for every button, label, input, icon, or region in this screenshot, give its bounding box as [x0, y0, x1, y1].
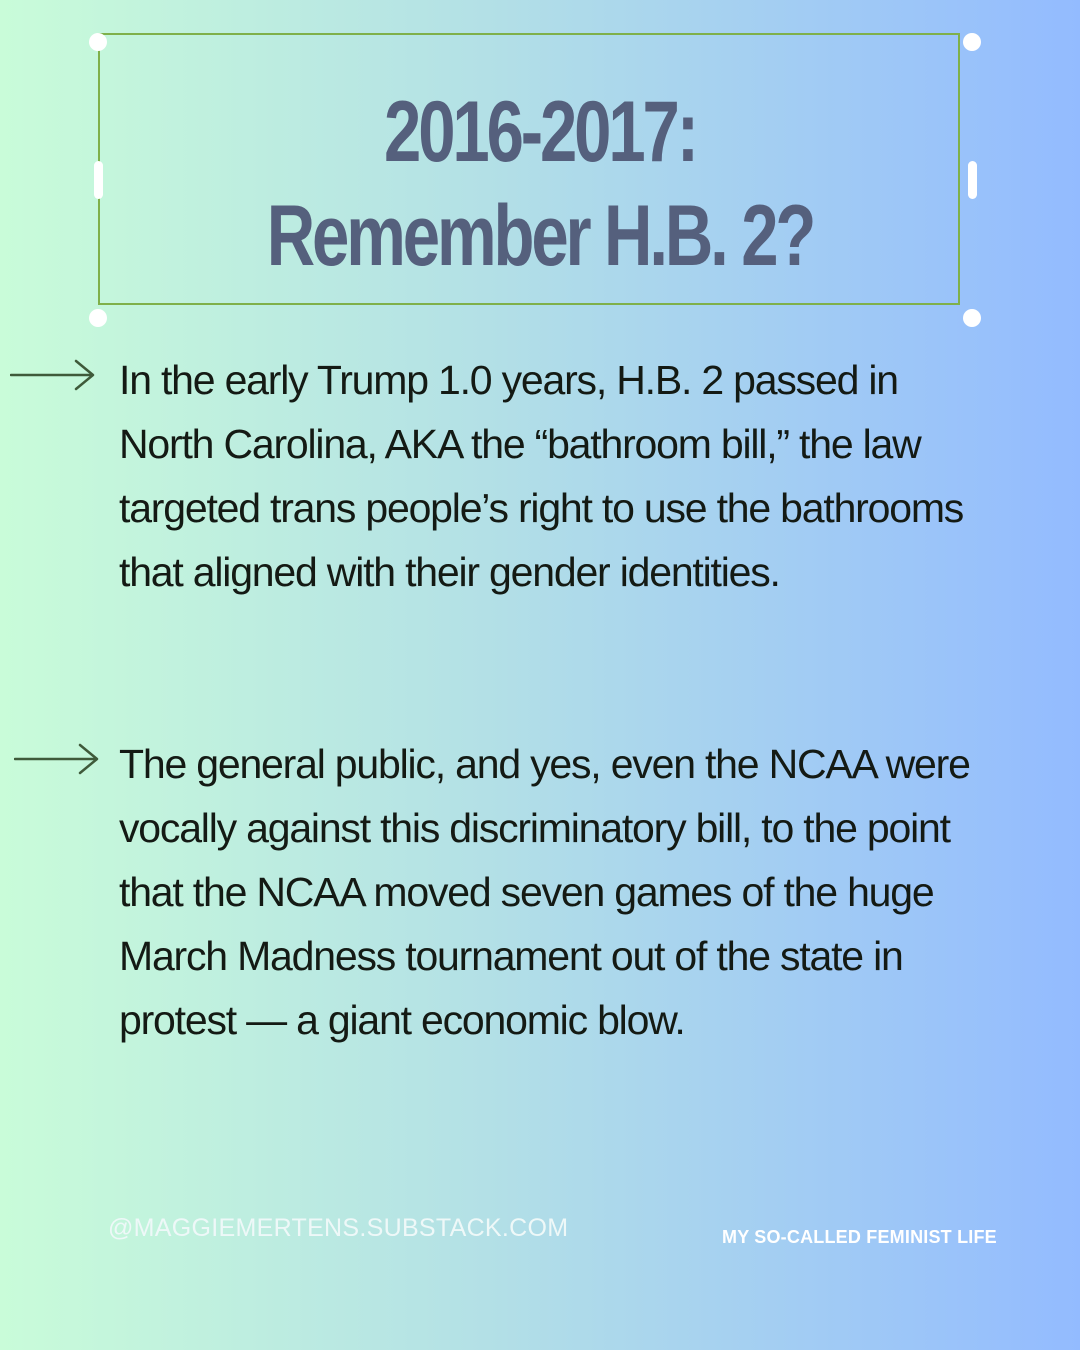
resize-handle-right[interactable] [968, 161, 977, 199]
resize-handle-top-right[interactable] [963, 33, 981, 51]
resize-handle-top-left[interactable] [89, 33, 107, 51]
title-line-2: Remember H.B. 2? [266, 188, 814, 284]
footer-brand: MY SO-CALLED FEMINIST LIFE [722, 1227, 997, 1247]
right-arrow-icon [10, 358, 96, 392]
page-title [195, 80, 885, 288]
footer-handle: @MAGGIEMERTENS.SUBSTACK.COM [108, 1214, 569, 1242]
resize-handle-bottom-right[interactable] [963, 309, 981, 327]
paragraph-1: In the early Trump 1.0 years, H.B. 2 passed in North Carolina, AKA the “bathroom bill,” the law targeted trans people’s right to use the bathrooms that aligned with their gender identities. [119, 357, 964, 595]
right-arrow-icon [14, 742, 100, 776]
paragraph-2: The general public, and yes, even the NCAA were vocally against this discriminatory bill, to the point that the NCAA moved seven games of the huge March Madness tournament out of the state in protest — a giant economic blow. [119, 741, 970, 1043]
title-line-1: 2016-2017: [384, 84, 696, 180]
resize-handle-left[interactable] [94, 161, 103, 199]
resize-handle-bottom-left[interactable] [89, 309, 107, 327]
